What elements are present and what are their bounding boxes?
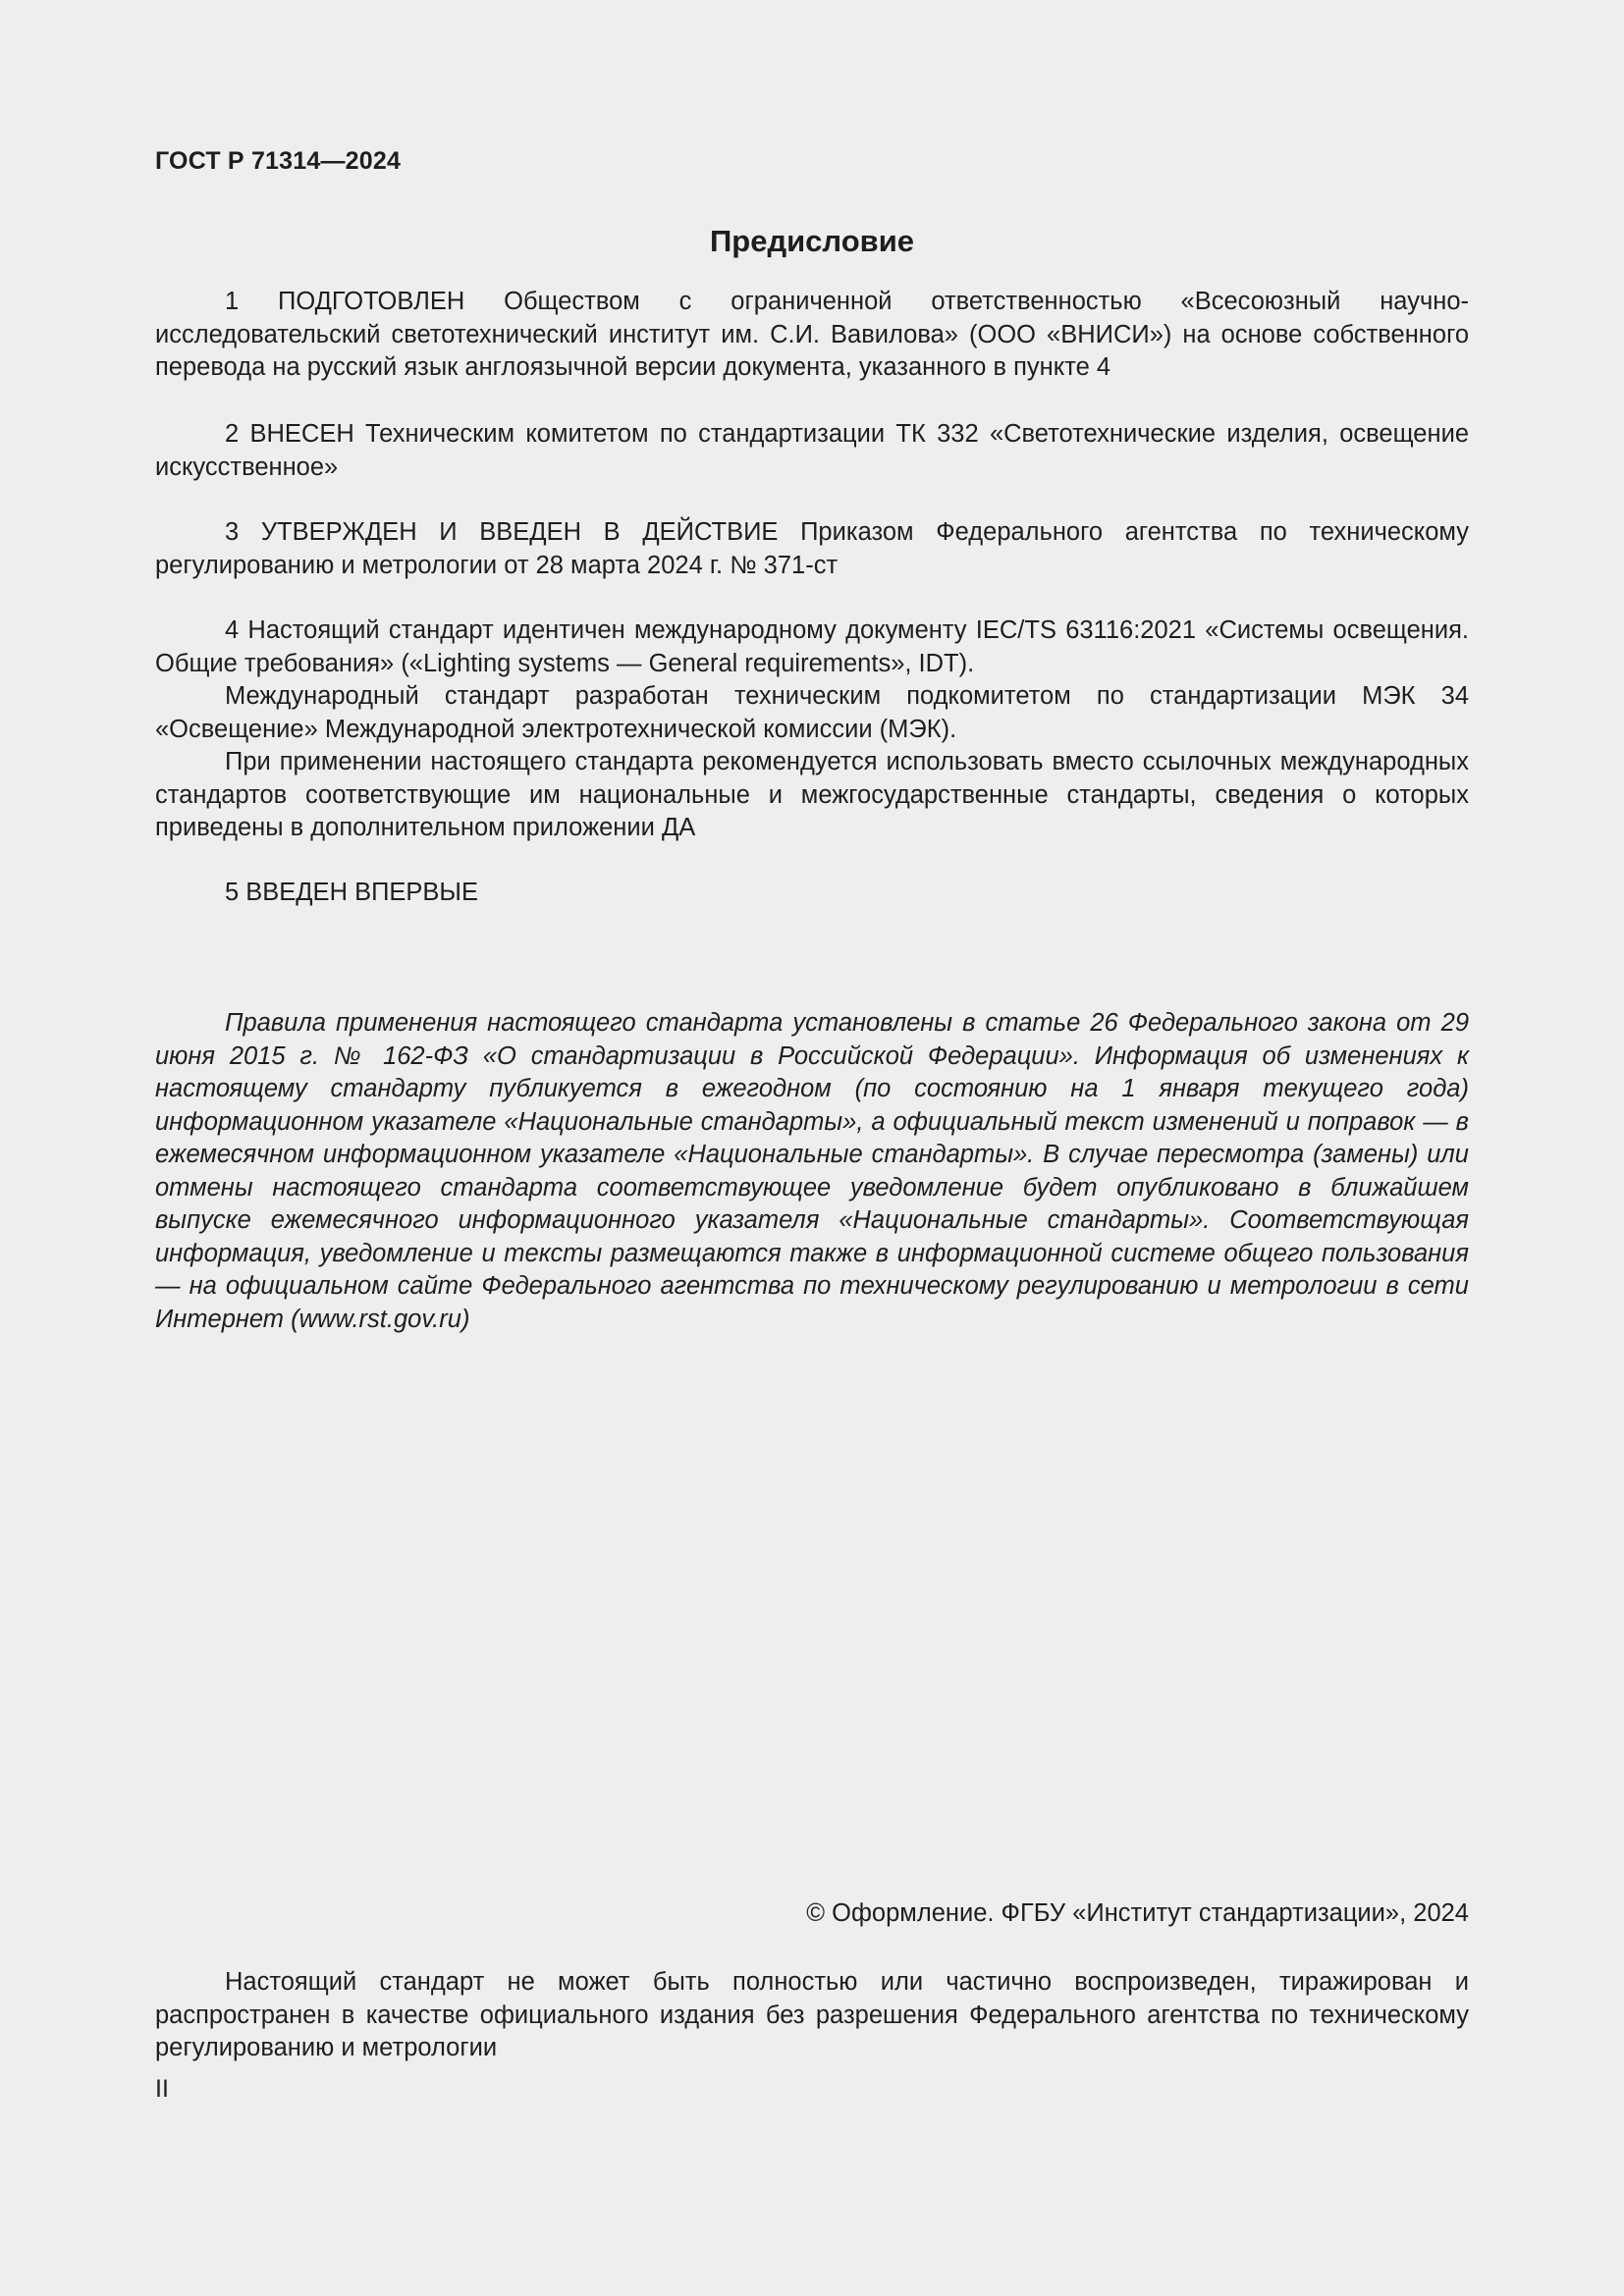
foreword-item-5 — [155, 877, 1469, 910]
foreword-paragraph: 1 ПОДГОТОВЛЕН Обществом с ограниченной ответственностью «Всесоюзный научно-исследовательский светотехнический институт им. С.И. Вавилова» (ООО «ВНИСИ») на основе собственного перевода на русский язык англоязычной версии документа, указанного в пункте 4 — [155, 288, 1469, 381]
foreword-paragraph: 4 Настоящий стандарт идентичен международному документу IEC/TS 63116:2021 «Системы освещения. Общие требования» («Lighting systems — General requirements», IDT). — [155, 616, 1469, 677]
rights-paragraph: Настоящий стандарт не может быть полностью или частично воспроизведен, тиражирован и распространен в качестве официального издания без разрешения Федерального агентства по техническому регулированию и метрологии — [155, 1968, 1469, 2061]
notice-paragraph: Правила применения настоящего стандарта установлены в статье 26 Федерального закона от 29 июня 2015 г. № 162-ФЗ «О стандартизации в Российской Федерации». Информация об изменениях к настоящему стандарту публикуется в ежегодном (по состоянию на 1 января текущего года) информационном указателе «Национальные стандарты», а официальный текст изменений и поправок — в ежемесячном информационном указателе «Национальные стандарты». В случае пересмотра (замены) или отмены настоящего стандарта соответствующее уведомление будет опубликовано в ближайшем выпуске ежемесячного информационного указателя «Национальные стандарты». Соответствующая информация, уведомление и тексты размещаются также в информационной системе общего пользования — на официальном сайте Федерального агентства по техническому регулированию и метрологии в сети Интернет (www.rst.gov.ru) — [155, 1009, 1469, 1333]
foreword-paragraph: При применении настоящего стандарта рекомендуется использовать вместо ссылочных международных стандартов соответствующие им национальные и межгосударственные стандарты, сведения о которых приведены в дополнительном приложении ДА — [155, 748, 1469, 841]
foreword-paragraph: 2 ВНЕСЕН Техническим комитетом по стандартизации ТК 332 «Светотехнические изделия, освещение искусственное» — [155, 420, 1469, 481]
standard-usage-notice — [155, 1007, 1469, 1336]
foreword-paragraph: Международный стандарт разработан техническим подкомитетом по стандартизации МЭК 34 «Освещение» Международной электротехнической комиссии (МЭК). — [155, 682, 1469, 743]
copyright-notice: © Оформление. ФГБУ «Институт стандартизации», 2024 — [806, 1899, 1469, 1927]
foreword-paragraph: 5 ВВЕДЕН ВПЕРВЫЕ — [225, 879, 479, 906]
foreword-item-4 — [155, 614, 1469, 845]
foreword-item-1 — [155, 286, 1469, 385]
page-title: Предисловие — [709, 224, 914, 258]
document-id: ГОСТ Р 71314—2024 — [155, 147, 402, 175]
rights-notice — [155, 1966, 1469, 2065]
foreword-item-2 — [155, 418, 1469, 484]
page-number: II — [155, 2075, 169, 2103]
foreword-paragraph: 3 УТВЕРЖДЕН И ВВЕДЕН В ДЕЙСТВИЕ Приказом Федерального агентства по техническому регулированию и метрологии от 28 марта 2024 г. № 371-ст — [155, 518, 1469, 579]
foreword-item-3 — [155, 516, 1469, 582]
